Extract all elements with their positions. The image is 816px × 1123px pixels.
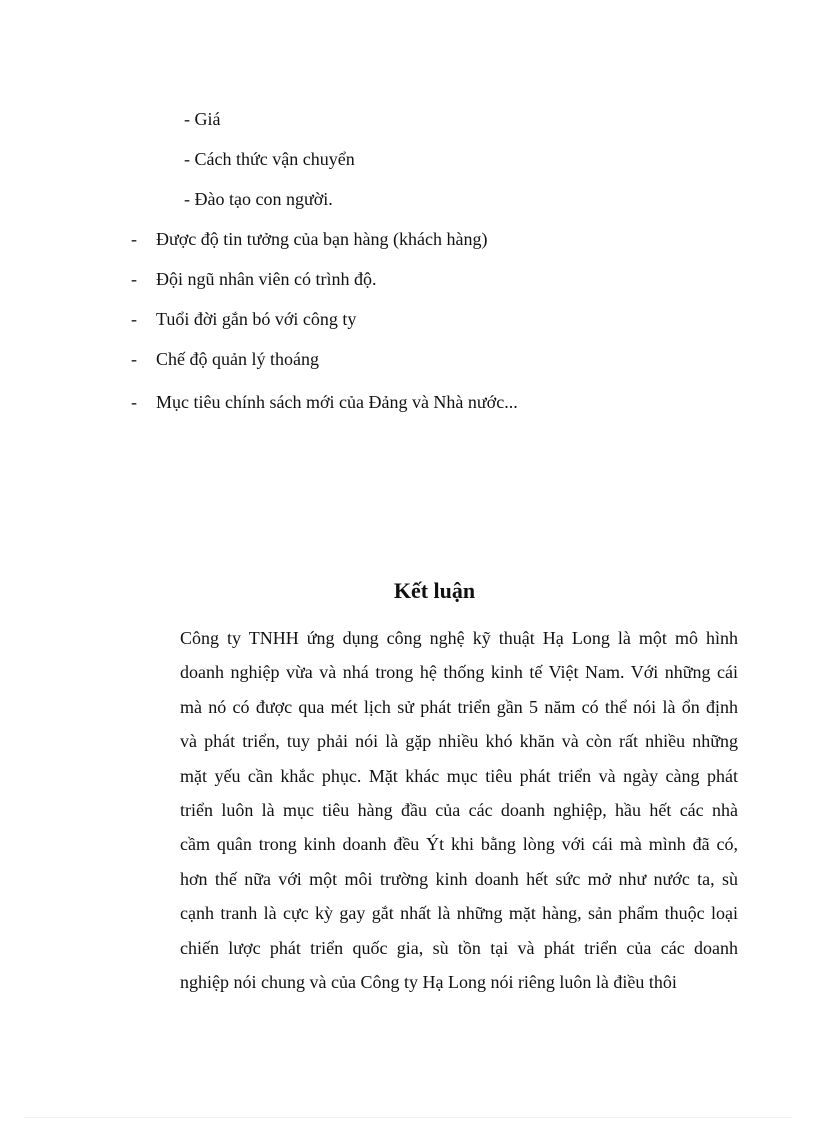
- bullet-marker: -: [131, 229, 137, 249]
- bullet-item: [0, 348, 816, 370]
- bullet-text: Được độ tin tưởng của bạn hàng (khách hàng): [156, 229, 488, 249]
- bullet-item: [0, 268, 816, 290]
- paragraph-line: cầm quân trong kinh doanh đều Ýt khi bằng lòng với cái mà mình đã có,: [180, 834, 738, 855]
- bullet-text: Chế độ quản lý thoáng: [156, 349, 319, 369]
- sub-item-training: - Đào tạo con người.: [184, 189, 333, 209]
- bullet-marker: -: [131, 269, 137, 289]
- page-bottom-rule: [24, 1117, 792, 1118]
- section-heading: Kết luận: [393, 578, 476, 603]
- paragraph-line: nghiệp nói chung và của Công ty Hạ Long nói riêng luôn là điều thôi: [180, 971, 677, 992]
- bullet-item: [0, 308, 816, 330]
- bullet-item: [0, 391, 816, 413]
- bullet-text: Đội ngũ nhân viên có trình độ.: [156, 269, 377, 289]
- paragraph-line: cạnh tranh là cực kỳ gay gắt nhất là những mặt hàng, sản phẩm thuộc loại: [180, 903, 738, 924]
- paragraph-line: triển luôn là mục tiêu hàng đầu của các doanh nghiệp, hầu hết các nhà: [180, 799, 738, 820]
- bullet-marker: -: [131, 392, 137, 412]
- bullet-text: Tuổi đời gắn bó với công ty: [156, 309, 357, 329]
- paragraph-line: mặt yếu cần khắc phục. Mặt khác mục tiêu phát triển và ngày càng phát: [180, 765, 738, 786]
- sub-item-price: - Giá: [184, 109, 221, 129]
- bullet-marker: -: [131, 349, 137, 369]
- sub-item-transport: - Cách thức vận chuyển: [184, 149, 355, 169]
- conclusion-paragraph: [180, 626, 738, 1004]
- bullet-marker: -: [131, 309, 137, 329]
- bullet-item: [0, 228, 816, 250]
- paragraph-line: mà nó có được qua mét lịch sử phát triển gần 5 năm có thể nói là ổn định: [180, 696, 738, 717]
- bullet-text: Mục tiêu chính sách mới của Đảng và Nhà nước...: [156, 392, 518, 412]
- paragraph-line: và phát triển, tuy phải nói là gặp nhiều khó khăn và còn rất nhiều những: [180, 731, 738, 752]
- paragraph-line: hơn thế nữa với một môi trường kinh doanh hết sức mở như nước ta, sù: [180, 868, 738, 889]
- paragraph-line: Công ty TNHH ứng dụng công nghệ kỹ thuật Hạ Long là một mô hình: [180, 628, 738, 648]
- paragraph-line: doanh nghiệp vừa và nhá trong hệ thống kinh tế Việt Nam. Với những cái: [180, 662, 738, 683]
- paragraph-line: chiến lược phát triển quốc gia, sù tồn tại và phát triển của các doanh: [180, 937, 738, 958]
